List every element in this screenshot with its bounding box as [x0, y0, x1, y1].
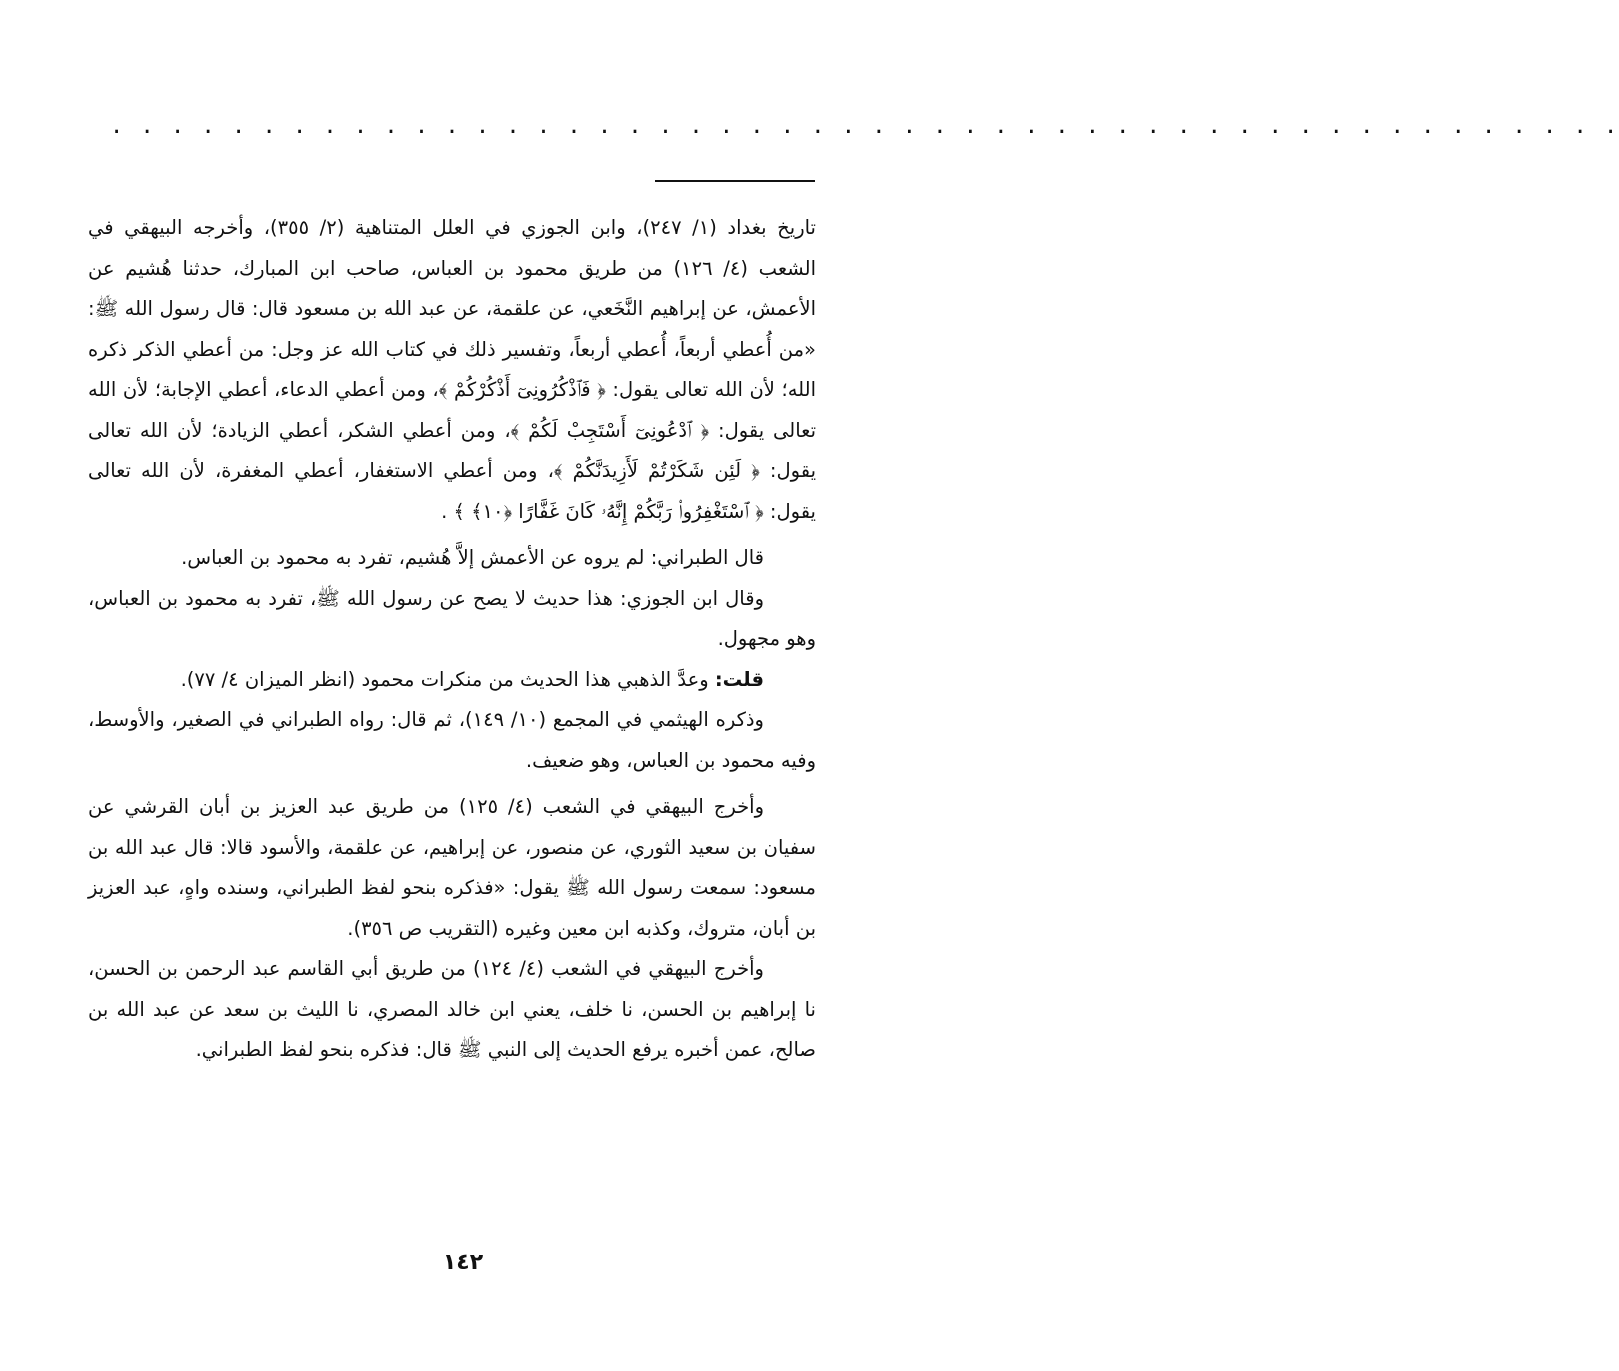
footnote-paragraph: وذكره الهيثمي في المجمع (١٠/ ١٤٩)، ثم قال: رواه الطبراني في الصغير، والأوسط، وفيه محمود بن العباس، وهو ضعيف.	[88, 708, 816, 772]
dotted-separator: . . . . . . . . . . . . . . . . . . . . . . . . . . . . . . . . . . . . . . . . . . . . . . . . . .	[110, 114, 1619, 139]
footnote-paragraph: وأخرج البيهقي في الشعب (٤/ ١٢٤) من طريق أبي القاسم عبد الرحمن بن الحسن، نا إبراهيم بن الحسن، نا خلف، يعني ابن خالد المصري، نا الليث بن سعد عن عبد الله بن صالح، عمن أخبره يرفع الحديث إلى النبي ﷺ قال: فذكره بنحو لفظ الطبراني.	[88, 957, 816, 1061]
qult-text: وعدَّ الذهبي هذا الحديث من منكرات محمود (انظر الميزان ٤/ ٧٧).	[180, 667, 709, 691]
footnote-rule	[655, 180, 815, 182]
page-number: ١٤٢	[442, 1250, 484, 1275]
footnote-paragraph: وقال ابن الجوزي: هذا حديث لا يصح عن رسول الله ﷺ، تفرد به محمود بن العباس، وهو مجهول.	[88, 586, 816, 650]
footnote-paragraph: قال الطبراني: لم يروه عن الأعمش إلاَّ هُشيم، تفرد به محمود بن العباس.	[181, 546, 764, 569]
footnote-paragraph: وأخرج البيهقي في الشعب (٤/ ١٢٥) من طريق عبد العزيز بن أبان القرشي عن سفيان بن سعيد الثوري، عن منصور، عن إبراهيم، عن علقمة، والأسود قالا: قال عبد الله بن مسعود: سمعت رسول الله ﷺ يقول: «فذكره بنحو لفظ الطبراني، وسنده واهٍ، عبد العزيز بن أبان، متروك، وكذبه ابن معين وغيره (التقريب ص ٣٥٦).	[88, 795, 816, 940]
footnote-paragraph	[88, 660, 816, 701]
footnote-body	[88, 208, 816, 1071]
qult-label: قلت:	[714, 667, 764, 691]
footnote-paragraph: تاريخ بغداد (١/ ٢٤٧)، وابن الجوزي في العلل المتناهية (٢/ ٣٥٥)، وأخرجه البيهقي في الشعب (٤/ ١٢٦) من طريق محمود بن العباس، صاحب ابن المبارك، حدثنا هُشيم عن الأعمش، عن إبراهيم النَّخَعي، عن علقمة، عن عبد الله بن مسعود قال: قال رسول الله ﷺ: «من أُعطي أربعاً، أُعطي أربعاً، وتفسير ذلك في كتاب الله عز وجل: من أعطي الذكر ذكره الله؛ لأن الله تعالى يقول: ﴿ فَٱذْكُرُونِىٓ أَذْكُرْكُمْ ﴾، ومن أعطي الدعاء، أعطي الإجابة؛ لأن الله تعالى يقول: ﴿ ٱدْعُونِىٓ أَسْتَجِبْ لَكُمْ ﴾، ومن أعطي الشكر، أعطي الزيادة؛ لأن الله تعالى يقول: ﴿ لَئِن شَكَرْتُمْ لَأَزِيدَنَّكُمْ ﴾، ومن أعطي الاستغفار، أعطي المغفرة، لأن الله تعالى يقول: ﴿ ٱسْتَغْفِرُوا۟ رَبَّكُمْ إِنَّهُۥ كَانَ غَفَّارًا ﴿١٠﴾ ﴾ .	[88, 216, 816, 523]
